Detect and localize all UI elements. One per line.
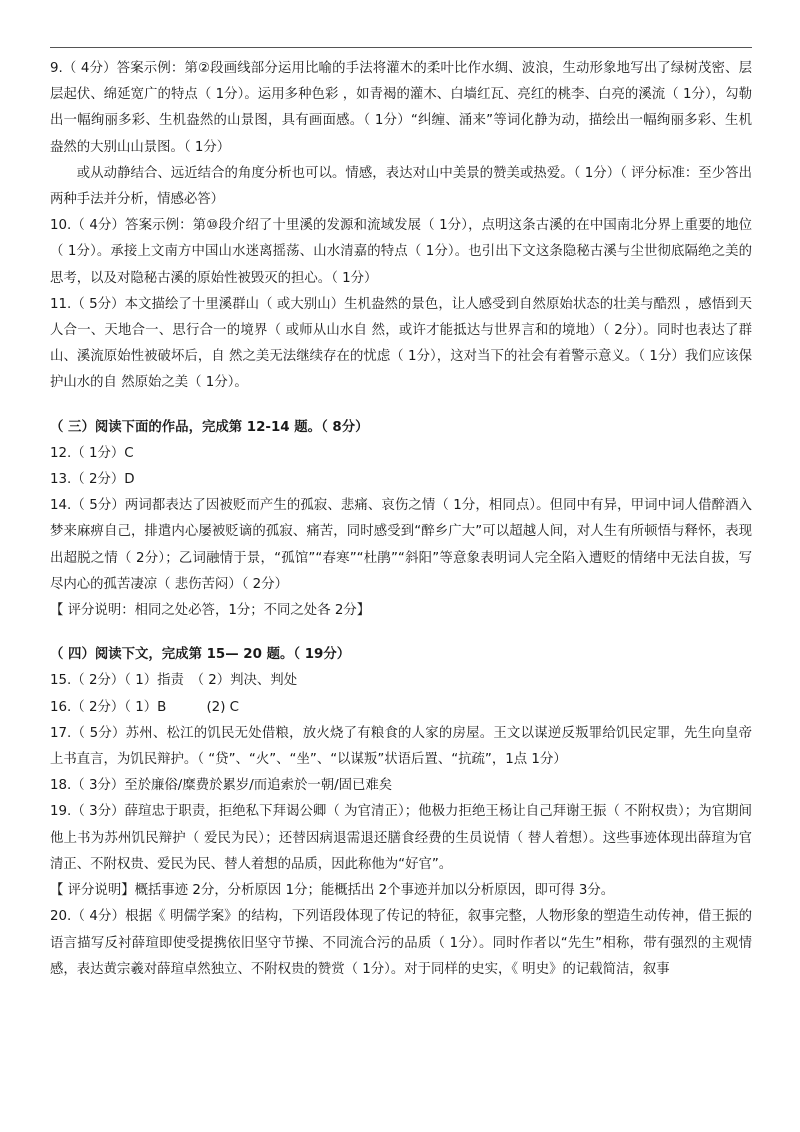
answer-18: 18.（ 3分）至於廉俗/糜费於累岁/而追索於一朝/固已难矣 [50, 778, 393, 794]
answer-20: 20.（ 4分）根据《 明儒学案》的结构，下列语段体现了传记的特征，叙事完整，人物形象的塑造生动传神，借王振的语言描写反衬薛瑄即使受提携依旧坚守节操、不同流合污的品质（ 1分）。同时作者以“先生”相称，带有强烈的主观情感，表达黄宗羲对薛瑄卓然独立、不附权贵的赞赏（ 1分）。对于同样的史实，《 明史》的记载简洁，叙事 [50, 909, 752, 977]
answer-14: 14.（ 5分）两词都表达了因被贬而产生的孤寂、悲痛、哀伤之情（ 1分，相同点）。但同中有异，甲词中词人借醉酒入梦来麻痹自己，排遣内心屡被贬谪的孤寂、痛苦，同时感受到“醉乡广大”可以超越人间，对人生有所顿悟与释怀，表现出超脱之情（ 2分）；乙词融情于景，“孤馆”“春寒”“杜鹃”“斜阳”等意象表明词人完全陷入遭贬的情绪中无法自拔，写尽内心的孤苦凄凉（ 悲伤苦闷）（ 2分） [50, 498, 752, 592]
answer-17: 17.（ 5分）苏州、松江的饥民无处借粮，放火烧了有粮食的人家的房屋。王文以谋逆反叛罪给饥民定罪，先生向皇帝上书直言，为饥民辩护。（ “贷”、“火”、“坐”、“以谋叛”状语后置、“抗疏”，1点 1分） [50, 725, 752, 768]
section-4-heading: （ 四）阅读下文，完成第 15— 20 题。（ 19分） [50, 647, 351, 663]
section-modern-reading [50, 56, 752, 397]
answer-16: 16.（ 2分）（ 1）B (2) C [50, 699, 240, 715]
answer-page [50, 56, 752, 983]
answer-19: 19.（ 3分）薛瑄忠于职责，拒绝私下拜谒公卿（ 为官清正）；他极力拒绝王杨让自己拜谢王振（ 不附权贵）；为官期间他上书为苏州饥民辩护（ 爱民为民）；还替因病退需退还膳食经费的生员说情（ 替人着想）。这些事迹体现出薛瑄为官清正、不附权贵、爱民为民、替人着想的品质，因此称他为“好官”。 [50, 804, 752, 872]
answer-15: 15.（ 2分）（ 1）指责 （ 2）判决、判处 [50, 673, 298, 689]
answer-9-note: 或从动静结合、远近结合的角度分析也可以。情感，表达对山中美景的赞美或热爱。（ 1分）（ 评分标准：至少答出两种手法并分析，情感必答） [50, 165, 752, 208]
answer-10: 10.（ 4分）答案示例：第⑩段介绍了十里溪的发源和流域发展（ 1分），点明这条古溪的在中国南北分界上重要的地位（ 1分）。承接上文南方中国山水迷离摇荡、山水清嘉的特点（ 1分）。也引出下文这条隐秘古溪与尘世彻底隔绝之美的思考，以及对隐秘古溪的原始性被毁灭的担心。（ 1分） [50, 218, 752, 286]
answer-9: 9.（ 4分）答案示例：第②段画线部分运用比喻的手法将灌木的柔叶比作水绸、波浪，生动形象地写出了绿树茂密、层层起伏、绵延宽广的特点（ 1分）。运用多种色彩 ，如青褐的灌木、白墙红瓦、亮红的桃李、白亮的溪流（ 1分），勾勒出一幅绚丽多彩、生机盎然的山景图，具有画面感。（ 1分）“纠缠、涌来”等词化静为动，描绘出一幅绚丽多彩、生机盎然的大别山山景图。（ 1分） [50, 61, 752, 155]
section-3-heading: （ 三）阅读下面的作品，完成第 12-14 题。（ 8分） [50, 419, 369, 435]
answer-11: 11.（ 5分）本文描绘了十里溪群山（ 或大别山）生机盎然的景色，让人感受到自然原始状态的壮美与酷烈 ，感悟到天人合一、天地合一、思行合一的境界（ 或师从山水自 然，或许才能抵达与世界言和的境地）（ 2分）。同时也表达了群山、溪流原始性被破坏后，自 然之美无法继续存在的忧虑（ 1分），这对当下的社会有着警示意义。（ 1分）我们应该保护山水的自 然原始之美（ 1分）。 [50, 296, 752, 391]
section-classical [50, 642, 752, 983]
section-poetry [50, 415, 752, 625]
answer-12: 12.（ 1分）C [50, 445, 134, 461]
answer-14-scoring: 【 评分说明：相同之处必答，1分；不同之处各 2分】 [50, 603, 371, 619]
answer-19-scoring: 【 评分说明】概括事迹 2分，分析原因 1分；能概括出 2个事迹并加以分析原因，即可得 3分。 [50, 883, 615, 899]
header-rule [50, 47, 752, 48]
answer-13: 13.（ 2分）D [50, 472, 135, 488]
